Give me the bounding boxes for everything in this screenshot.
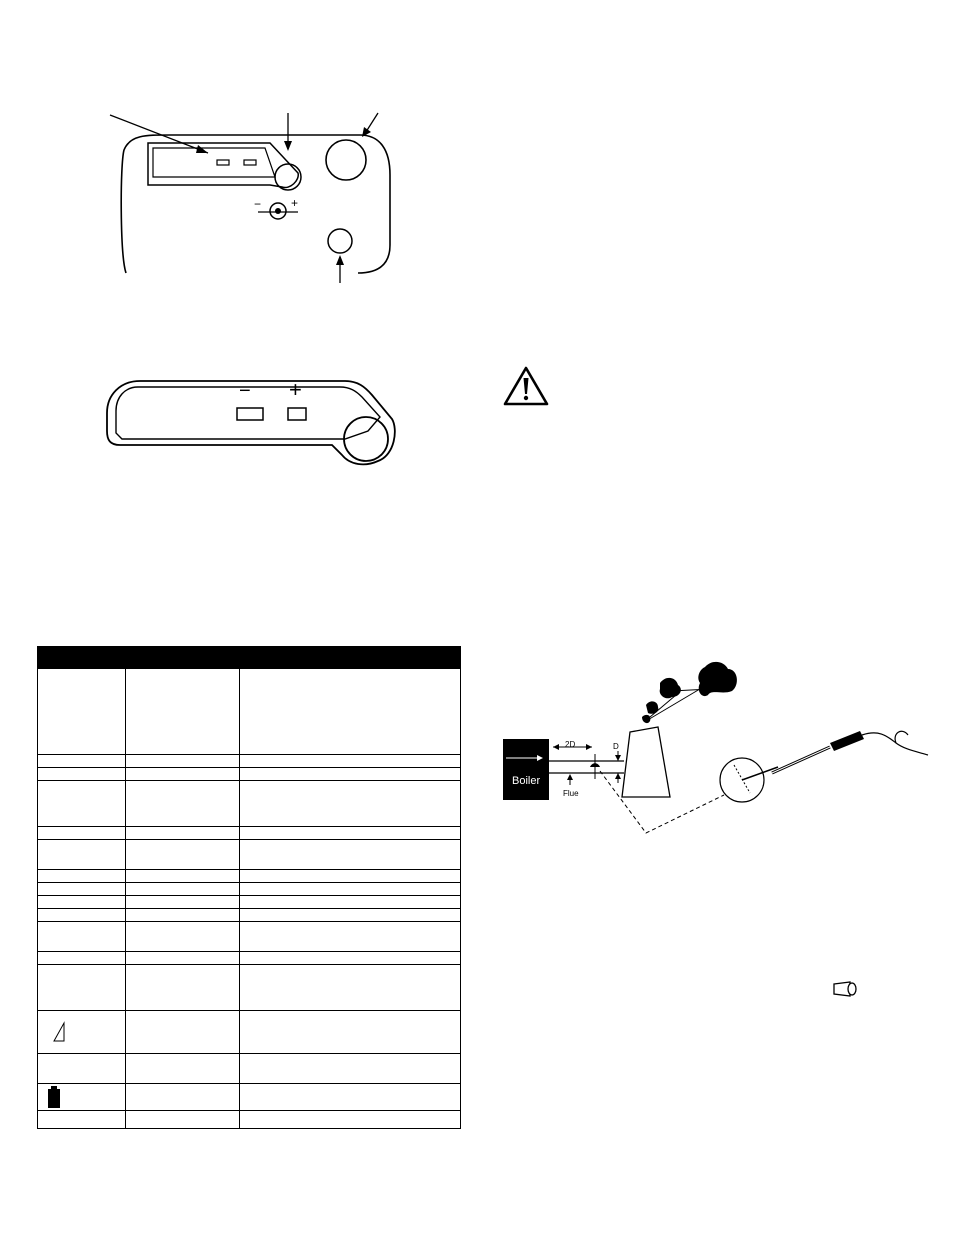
front-panel-figure [100,105,400,285]
table-row [38,896,461,909]
table-cell [126,669,240,755]
table-cell [240,896,461,909]
flue-label: Flue [563,789,579,798]
table-cell [126,840,240,870]
table-row [38,870,461,883]
table-cell [126,909,240,922]
table-cell [240,1054,461,1084]
table-cell [240,952,461,965]
table-cell [240,840,461,870]
table-cell [38,755,126,768]
table-row [38,840,461,870]
table-row [38,922,461,952]
table-row [38,952,461,965]
table-row [38,1111,461,1129]
keypad-figure [100,375,400,475]
table-cell [126,781,240,827]
table-cell [126,965,240,1011]
table-cell [38,965,126,1011]
table-cell [126,922,240,952]
table-cell [240,922,461,952]
table-cell [126,1054,240,1084]
battery-icon [44,1085,64,1109]
display-plus-key [244,160,256,165]
sensor-port-icon [326,140,366,180]
front-panel-drawing [100,105,400,285]
table-cell [38,952,126,965]
table-cell [38,768,126,781]
table-cell [38,1084,126,1111]
table-cell [126,952,240,965]
table-cell [240,781,461,827]
table-cell [38,1054,126,1084]
table-cell [126,870,240,883]
table-cell [126,768,240,781]
table-header-col-1 [38,647,126,669]
boiler-label: Boiler [512,775,541,787]
small-port-icon [328,229,352,253]
lens-icon [830,979,860,999]
table-cell [126,1084,240,1111]
table-cell [38,827,126,840]
flue-diagram-drawing [500,655,930,845]
table-cell [240,755,461,768]
table-row [38,883,461,896]
table-cell [38,1011,126,1054]
flue-diagram [500,655,930,845]
table-row [38,1084,461,1111]
table-cell [38,781,126,827]
table-cell [126,896,240,909]
table-row [38,755,461,768]
table-cell [38,870,126,883]
table-cell [126,755,240,768]
table-cell [38,883,126,896]
probe-handle-icon [830,731,864,751]
table-row [38,909,461,922]
d-label: D [613,742,619,751]
signal-strength-icon [50,1020,70,1044]
table-row [38,669,461,755]
table-cell [240,1111,461,1129]
table-row [38,827,461,840]
two-d-label: 2D [565,740,576,749]
plus-key-icon [288,408,306,420]
table-cell [240,1011,461,1054]
power-button-icon [344,417,388,461]
table-header-row [38,647,461,669]
table-cell [126,883,240,896]
table-cell [38,922,126,952]
boiler-block [503,739,549,800]
table-cell [38,1111,126,1129]
table-cell [126,1011,240,1054]
table-cell [240,870,461,883]
table-row [38,1011,461,1054]
table-header-col-3 [240,647,461,669]
table-row [38,965,461,1011]
table-cell [38,840,126,870]
polarity-minus-sign: − [254,197,262,211]
polarity-plus-sign: + [291,196,299,210]
table-cell [240,669,461,755]
table-row [38,781,461,827]
table-cell [240,965,461,1011]
reference-table [37,646,447,1129]
table-cell [126,1111,240,1129]
table-cell [240,909,461,922]
table-cell [38,909,126,922]
table-cell [126,827,240,840]
table-cell [38,669,126,755]
table-cell [240,827,461,840]
warning-icon [502,365,550,407]
keypad-plus-label: + [289,377,302,402]
table-header-col-2 [126,647,240,669]
minus-key-icon [237,408,263,420]
table-cell [240,768,461,781]
display-minus-key [217,160,229,165]
table-cell [240,883,461,896]
table-row [38,768,461,781]
power-button-icon [275,164,301,190]
table-row [38,1054,461,1084]
keypad-minus-label: − [239,380,251,402]
table-cell [240,1084,461,1111]
table-cell [38,896,126,909]
